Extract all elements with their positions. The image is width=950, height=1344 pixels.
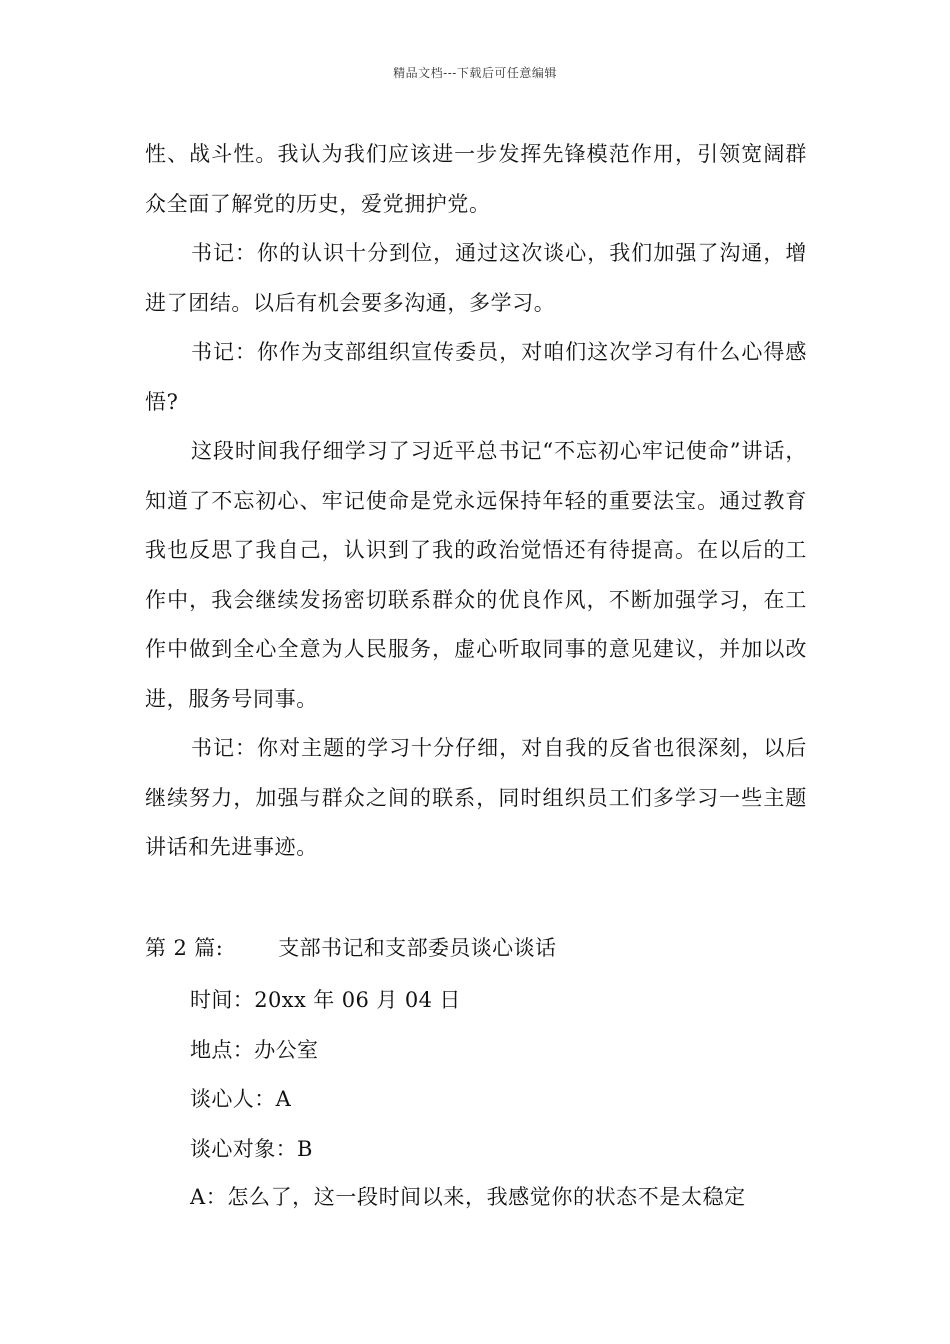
document-body [145, 130, 807, 873]
section-title: 支部书记和支部委员谈心谈话 [278, 936, 557, 960]
section-heading [145, 928, 556, 968]
meeting-info [190, 976, 461, 1174]
paragraph: 这段时间我仔细学习了习近平总书记“不忘初心牢记使命”讲话，知道了不忘初心、牢记使命是党永远保持年轻的重要法宝。通过教育我也反思了我自己，认识到了我的政治觉悟还有待提高。在以后的工作中，我会继续发扬密切联系群众的优良作风，不断加强学习，在工作中做到全心全意为人民服务，虚心听取同事的意见建议，并加以改进，服务号同事。 [145, 439, 807, 711]
section-label: 第 2 篇: [145, 936, 224, 960]
paragraph: 性、战斗性。我认为我们应该进一步发挥先锋模范作用，引领宽阔群众全面了解党的历史，爱党拥护党。 [145, 142, 807, 216]
meeting-target: 谈心对象：B [190, 1136, 313, 1161]
meeting-time: 时间：20xx 年 06 月 04 日 [190, 988, 461, 1012]
paragraph: 书记：你的认识十分到位，通过这次谈心，我们加强了沟通，增进了团结。以后有机会要多沟通，多学习。 [145, 241, 807, 315]
paragraph: 书记：你作为支部组织宣传委员，对咱们这次学习有什么心得感悟? [145, 340, 807, 414]
dialog-line: A：怎么了，这一段时间以来，我感觉你的状态不是太稳定 [190, 1185, 746, 1209]
meeting-speaker: 谈心人：A [190, 1087, 292, 1111]
paragraph: 书记：你对主题的学习十分仔细，对自我的反省也很深刻，以后继续努力，加强与群众之间的联系，同时组织员工们多学习一些主题讲话和先进事迹。 [145, 736, 807, 859]
page-header: 精品文档---下载后可任意编辑 [393, 66, 557, 80]
meeting-place: 地点：办公室 [190, 1037, 319, 1062]
